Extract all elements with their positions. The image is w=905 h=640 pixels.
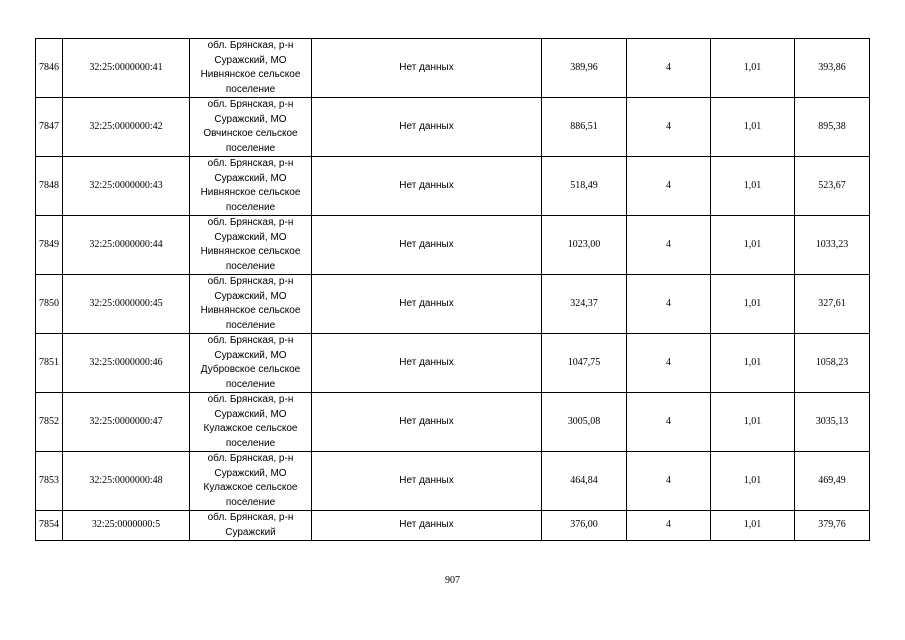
group-cell: 4 xyxy=(627,157,711,216)
address-cell: обл. Брянская, р-н Суражский, МО Дубровское сельское поселение xyxy=(190,334,312,393)
value-cell: 389,96 xyxy=(542,39,627,98)
note-cell: Нет данных xyxy=(312,452,542,511)
coefficient-cell: 1,01 xyxy=(711,275,795,334)
total-cell: 3035,13 xyxy=(795,393,870,452)
row-number-cell: 7847 xyxy=(36,98,63,157)
address-cell: обл. Брянская, р-н Суражский, МО Нивнянское сельское поселение xyxy=(190,216,312,275)
cadastral-number-cell: 32:25:0000000:5 xyxy=(63,511,190,541)
coefficient-cell: 1,01 xyxy=(711,511,795,541)
group-cell: 4 xyxy=(627,511,711,541)
cadastral-number-cell: 32:25:0000000:42 xyxy=(63,98,190,157)
cadastral-number-cell: 32:25:0000000:45 xyxy=(63,275,190,334)
note-cell: Нет данных xyxy=(312,511,542,541)
total-cell: 523,67 xyxy=(795,157,870,216)
group-cell: 4 xyxy=(627,216,711,275)
row-number-cell: 7852 xyxy=(36,393,63,452)
note-cell: Нет данных xyxy=(312,334,542,393)
value-cell: 324,37 xyxy=(542,275,627,334)
table-row xyxy=(36,275,870,334)
coefficient-cell: 1,01 xyxy=(711,216,795,275)
address-cell: обл. Брянская, р-н Суражский, МО Овчинское сельское поселение xyxy=(190,98,312,157)
group-cell: 4 xyxy=(627,334,711,393)
row-number-cell: 7848 xyxy=(36,157,63,216)
total-cell: 379,76 xyxy=(795,511,870,541)
value-cell: 1023,00 xyxy=(542,216,627,275)
page-number: 907 xyxy=(445,575,460,586)
value-cell: 464,84 xyxy=(542,452,627,511)
table-row xyxy=(36,452,870,511)
table-row xyxy=(36,393,870,452)
value-cell: 886,51 xyxy=(542,98,627,157)
group-cell: 4 xyxy=(627,275,711,334)
table-row xyxy=(36,157,870,216)
total-cell: 393,86 xyxy=(795,39,870,98)
row-number-cell: 7854 xyxy=(36,511,63,541)
total-cell: 1033,23 xyxy=(795,216,870,275)
row-number-cell: 7851 xyxy=(36,334,63,393)
table-row xyxy=(36,334,870,393)
note-cell: Нет данных xyxy=(312,98,542,157)
value-cell: 376,00 xyxy=(542,511,627,541)
address-cell: обл. Брянская, р-н Суражский, МО Кулажское сельское поселение xyxy=(190,452,312,511)
table-row xyxy=(36,216,870,275)
note-cell: Нет данных xyxy=(312,393,542,452)
total-cell: 895,38 xyxy=(795,98,870,157)
value-cell: 1047,75 xyxy=(542,334,627,393)
address-cell: обл. Брянская, р-н Суражский xyxy=(190,511,312,541)
value-cell: 3005,08 xyxy=(542,393,627,452)
cadastral-number-cell: 32:25:0000000:44 xyxy=(63,216,190,275)
group-cell: 4 xyxy=(627,39,711,98)
note-cell: Нет данных xyxy=(312,275,542,334)
coefficient-cell: 1,01 xyxy=(711,334,795,393)
address-cell: обл. Брянская, р-н Суражский, МО Нивнянское сельское поселение xyxy=(190,39,312,98)
row-number-cell: 7850 xyxy=(36,275,63,334)
cadastral-number-cell: 32:25:0000000:48 xyxy=(63,452,190,511)
coefficient-cell: 1,01 xyxy=(711,393,795,452)
table-row xyxy=(36,511,870,541)
coefficient-cell: 1,01 xyxy=(711,98,795,157)
note-cell: Нет данных xyxy=(312,39,542,98)
cadastral-number-cell: 32:25:0000000:47 xyxy=(63,393,190,452)
address-cell: обл. Брянская, р-н Суражский, МО Нивнянское сельское поселение xyxy=(190,275,312,334)
value-cell: 518,49 xyxy=(542,157,627,216)
cadastral-number-cell: 32:25:0000000:43 xyxy=(63,157,190,216)
row-number-cell: 7846 xyxy=(36,39,63,98)
cadastral-number-cell: 32:25:0000000:46 xyxy=(63,334,190,393)
table-row xyxy=(36,39,870,98)
coefficient-cell: 1,01 xyxy=(711,452,795,511)
coefficient-cell: 1,01 xyxy=(711,39,795,98)
note-cell: Нет данных xyxy=(312,216,542,275)
address-cell: обл. Брянская, р-н Суражский, МО Нивнянское сельское поселение xyxy=(190,157,312,216)
row-number-cell: 7849 xyxy=(36,216,63,275)
cadastral-number-cell: 32:25:0000000:41 xyxy=(63,39,190,98)
total-cell: 1058,23 xyxy=(795,334,870,393)
row-number-cell: 7853 xyxy=(36,452,63,511)
group-cell: 4 xyxy=(627,393,711,452)
table-row xyxy=(36,98,870,157)
group-cell: 4 xyxy=(627,452,711,511)
total-cell: 327,61 xyxy=(795,275,870,334)
total-cell: 469,49 xyxy=(795,452,870,511)
coefficient-cell: 1,01 xyxy=(711,157,795,216)
group-cell: 4 xyxy=(627,98,711,157)
table-body xyxy=(36,39,870,541)
note-cell: Нет данных xyxy=(312,157,542,216)
cadastral-table xyxy=(35,38,870,541)
address-cell: обл. Брянская, р-н Суражский, МО Кулажское сельское поселение xyxy=(190,393,312,452)
